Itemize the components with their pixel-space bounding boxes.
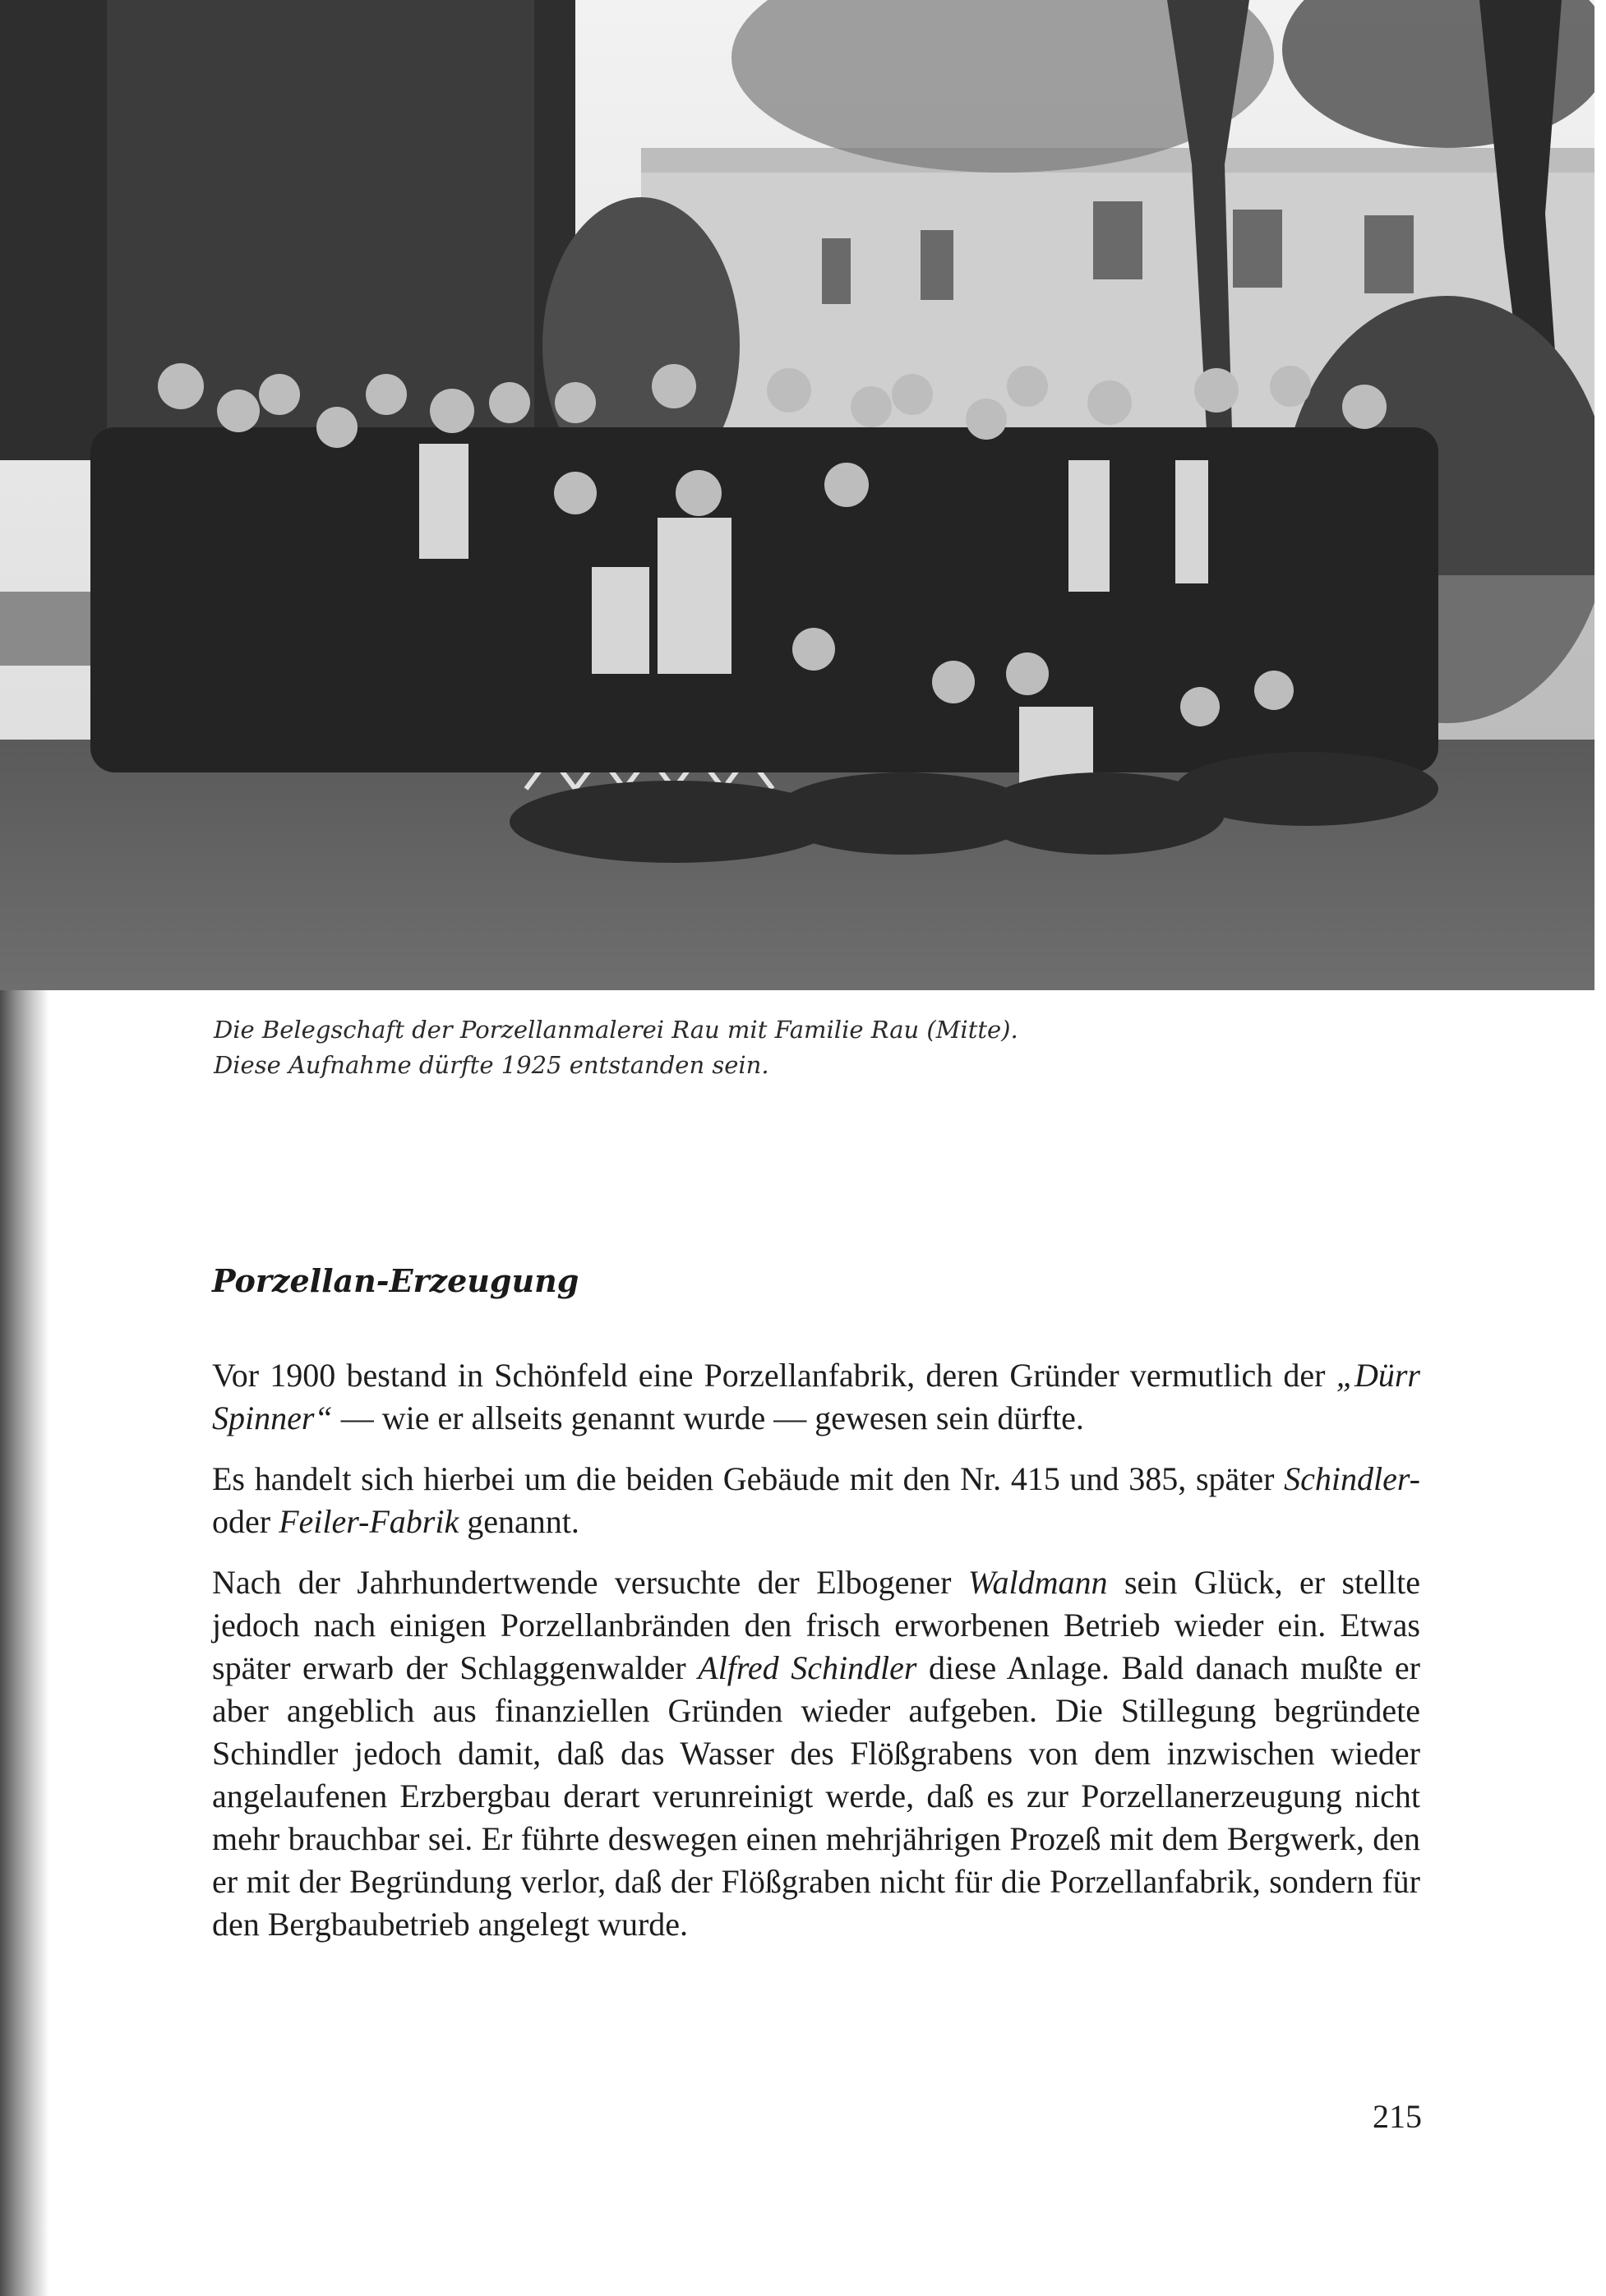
paragraph-3-text-a: Nach der Jahrhundertwende versuchte der Elbogener [212,1564,968,1601]
paragraph-2-text-e: genannt. [459,1503,579,1540]
paragraph-2-text-a: Es handelt sich hierbei um die beiden Gebäude mit den Nr. 415 und 385, später [212,1460,1285,1497]
paragraph-1 [212,1354,1420,1440]
paragraph-3-emphasis-b: Waldmann [967,1564,1108,1601]
paragraph-2 [212,1458,1420,1543]
caption-line-2: Diese Aufnahme dürfte 1925 entstanden sein. [214,1051,769,1079]
section-heading: Porzellan-Erzeugung [212,1262,579,1299]
photo-caption [214,1012,1282,1083]
paragraph-3 [212,1561,1420,1946]
paragraph-3-emphasis-d: Alfred Schindler [698,1649,917,1686]
group-photograph [0,0,1594,990]
paragraph-3-text-c: sein Glück, er stellte jedoch nach einigen Porzellanbränden den frisch erworbenen Betrieb wieder ein. Etwas später erwarb der Schlaggenwalder [212,1564,1420,1686]
paragraph-2-emphasis-d: Feiler-Fabrik [279,1503,459,1540]
paragraph-1-text-a: Vor 1900 bestand in Schönfeld eine Porzellanfabrik, deren Gründer vermutlich der [212,1357,1336,1394]
caption-line-1: Die Belegschaft der Porzellanmalerei Rau mit Familie Rau (Mitte). [214,1016,1018,1044]
body-text [212,1354,1420,1964]
paragraph-1-text-c: — wie er allseits genannt wurde — gewesen sein dürfte. [332,1399,1084,1436]
paragraph-2-emphasis-b: Schindler- [1284,1460,1420,1497]
paragraph-3-text-e: diese Anlage. Bald danach mußte er aber angeblich aus finanziellen Gründen wieder aufgeben. Die Stillegung begründete Schindler jedoch damit, daß das Wasser des Flößgrabens von dem inzwischen wieder angelaufenen Erzbergbau derart verunreinigt werde, daß es zur Porzellanerzeugung nicht mehr brauchbar sei. Er führte deswegen einen mehrjährigen Prozeß mit dem Bergwerk, den er mit der Begründung verlor, daß der Flößgraben nicht für die Porzellanfabrik, sondern für den Bergbaubetrieb angelegt wurde. [212,1649,1420,1943]
paragraph-1-emphasis: „Dürr Spinner“ [212,1357,1420,1436]
page-number: 215 [1373,2098,1422,2135]
paragraph-2-text-c: oder [212,1503,279,1540]
